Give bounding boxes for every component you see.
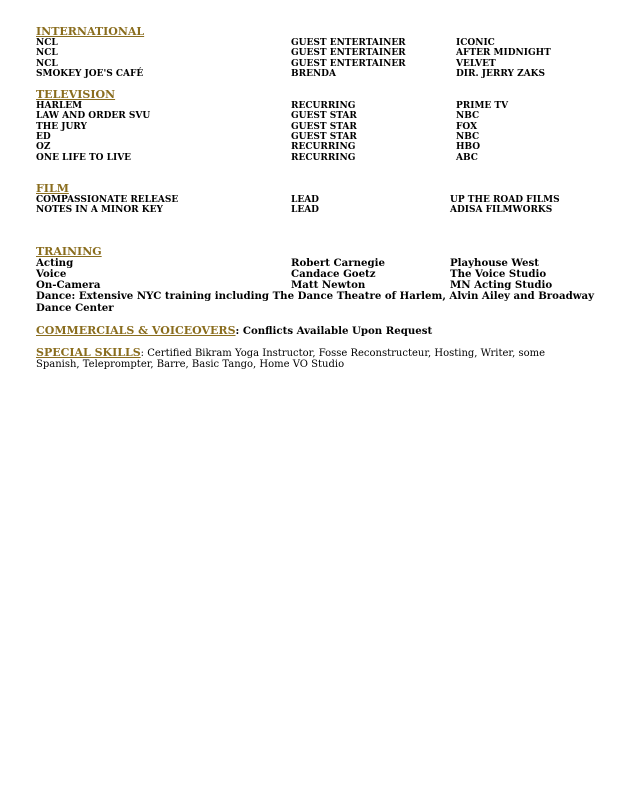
credit-row <box>36 195 596 205</box>
special-skills <box>36 347 556 372</box>
credit-role: RECURRING <box>291 152 356 163</box>
credit-role: GUEST ENTERTAINER <box>291 48 406 59</box>
section-film <box>36 183 596 216</box>
credit-role: GUEST ENTERTAINER <box>291 38 406 48</box>
credit-role: BRENDA <box>291 68 336 79</box>
section-heading: TELEVISION <box>36 88 116 102</box>
section-heading: TRAINING <box>36 244 102 258</box>
credit-network: PRIME TV <box>456 101 509 112</box>
credit-role: GUEST STAR <box>291 121 357 132</box>
commercials-heading: COMMERCIALS & VOICEOVERS <box>36 323 236 337</box>
training-subject: Voice <box>36 267 67 280</box>
credit-title: NCL <box>36 48 58 59</box>
dance-training: Dance: Extensive NYC training including The Dance Theatre of Harlem, Alvin Ailey and Broadway Dance Center <box>36 290 594 315</box>
credit-title: OZ <box>36 142 51 153</box>
special-skills-heading: SPECIAL SKILLS <box>36 345 141 359</box>
credit-role: LEAD <box>291 194 319 205</box>
section-international <box>36 26 596 79</box>
section-training <box>36 246 596 315</box>
credit-role: LEAD <box>291 205 319 216</box>
section-heading: FILM <box>36 181 69 195</box>
training-teacher: Matt Newton <box>291 279 366 292</box>
training-row <box>36 280 596 291</box>
credit-venue: DIR. JERRY ZAKS <box>456 68 545 79</box>
credit-producer: UP THE ROAD FILMS <box>450 194 560 205</box>
training-school: Playhouse West <box>450 256 539 269</box>
credit-row <box>36 111 596 121</box>
credit-row <box>36 205 596 215</box>
credit-role: GUEST ENTERTAINER <box>291 58 406 69</box>
credit-row <box>36 48 596 58</box>
credit-role: RECURRING <box>291 142 356 153</box>
credit-title: NOTES IN A MINOR KEY <box>36 205 163 216</box>
credit-network: ABC <box>456 152 478 163</box>
credit-row <box>36 122 596 132</box>
credit-role: GUEST STAR <box>291 132 357 143</box>
training-subject: Acting <box>36 256 74 269</box>
credit-venue: AFTER MIDNIGHT <box>456 48 551 59</box>
credit-title: NCL <box>36 58 58 69</box>
credit-title: HARLEM <box>36 101 83 112</box>
credit-producer: ADISA FILMWORKS <box>450 205 553 216</box>
credit-row <box>36 132 596 142</box>
credit-venue: ICONIC <box>456 38 495 48</box>
credit-title: COMPASSIONATE RELEASE <box>36 194 179 205</box>
commercials-line <box>36 325 596 337</box>
credit-title: NCL <box>36 38 58 48</box>
training-school: MN Acting Studio <box>450 279 553 292</box>
section-heading: INTERNATIONAL <box>36 25 145 38</box>
credit-row <box>36 59 596 69</box>
resume-page <box>36 26 596 371</box>
credit-row <box>36 101 596 111</box>
credit-title: THE JURY <box>36 121 87 132</box>
credit-row <box>36 142 596 152</box>
credit-role: GUEST STAR <box>291 111 357 122</box>
credit-row <box>36 69 596 79</box>
credit-title: SMOKEY JOE'S CAFÉ <box>36 68 144 79</box>
special-skills-text: : Certified Bikram Yoga Instructor, Fosse Reconstructeur, Hosting, Writer, some Spanish, Teleprompter, Barre, Basic Tango, Home VO Studio <box>36 347 545 371</box>
credit-title: ONE LIFE TO LIVE <box>36 152 132 163</box>
credit-network: FOX <box>456 121 478 132</box>
credit-venue: VELVET <box>456 58 496 69</box>
training-subject: On-Camera <box>36 279 101 292</box>
training-teacher: Robert Carnegie <box>291 256 385 269</box>
credit-row <box>36 38 596 48</box>
section-television <box>36 89 596 163</box>
credit-network: NBC <box>456 132 480 143</box>
credit-network: HBO <box>456 142 481 153</box>
credit-row <box>36 153 596 163</box>
training-teacher: Candace Goetz <box>291 267 376 280</box>
credit-title: ED <box>36 132 51 143</box>
training-school: The Voice Studio <box>450 267 547 280</box>
credit-network: NBC <box>456 111 480 122</box>
credit-role: RECURRING <box>291 101 356 112</box>
commercials-text: : Conflicts Available Upon Request <box>235 324 433 337</box>
credit-title: LAW AND ORDER SVU <box>36 111 151 122</box>
